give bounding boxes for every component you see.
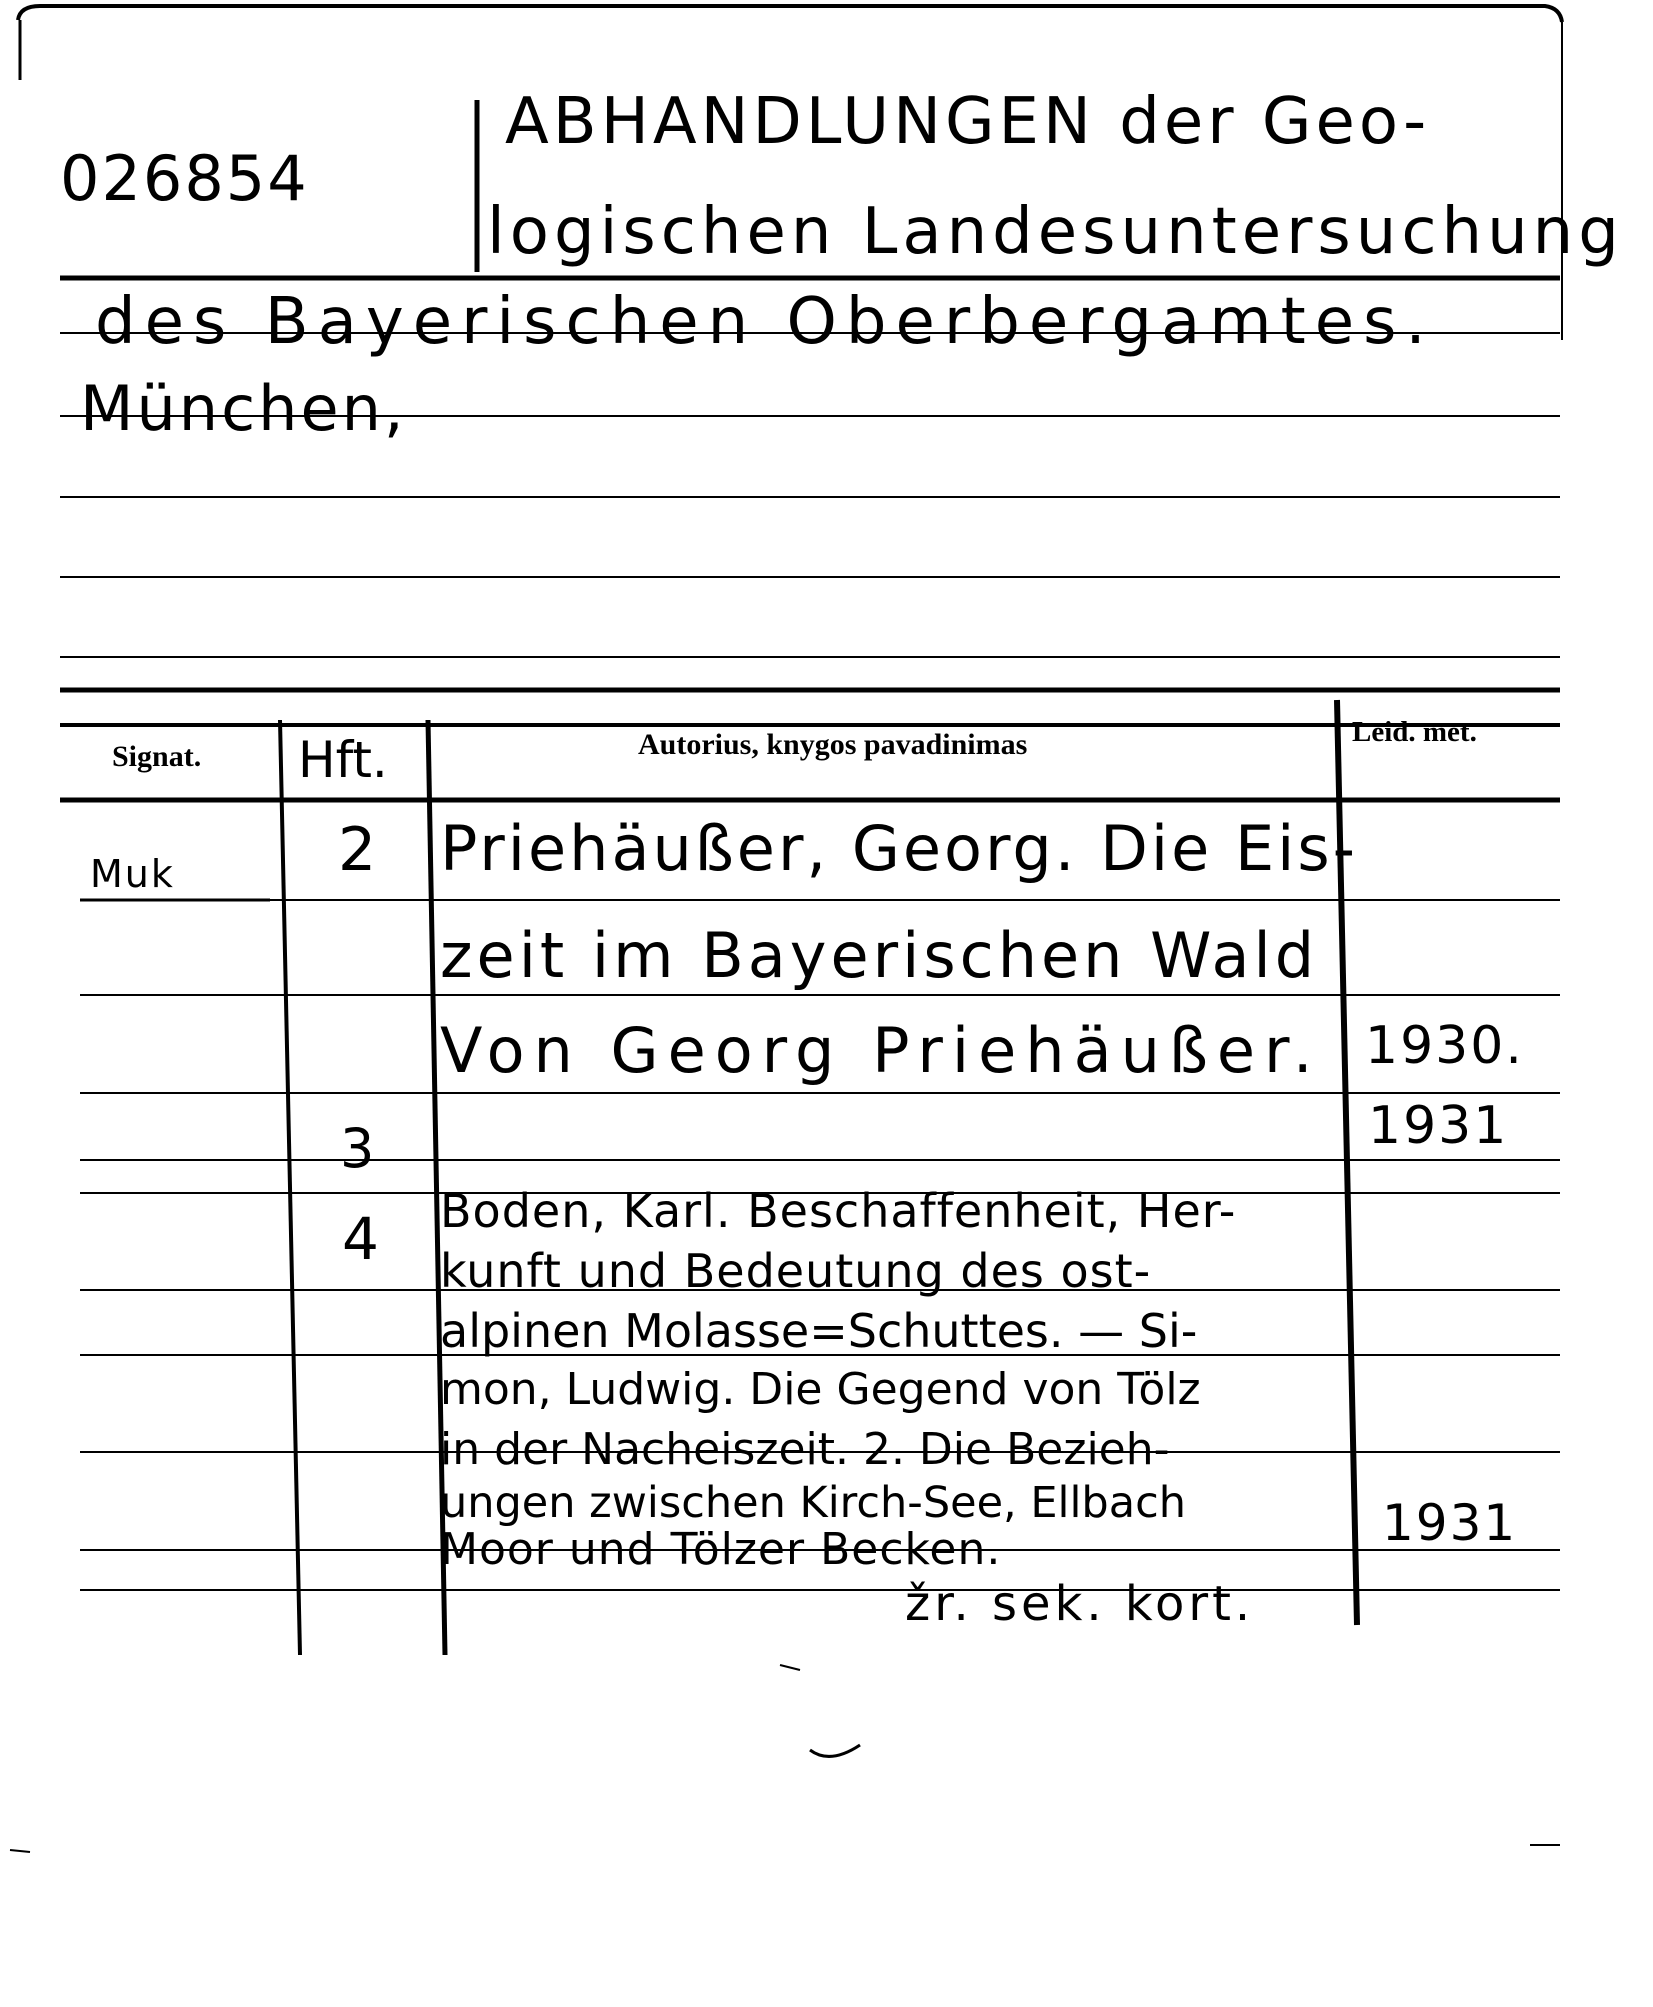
row-text: Von Georg Priehäußer. xyxy=(440,1014,1322,1087)
stray-mark xyxy=(810,1745,860,1756)
row-heft: 4 xyxy=(342,1205,381,1273)
row-text: Priehäußer, Georg. Die Eis- xyxy=(440,812,1359,885)
row-heft: 3 xyxy=(340,1117,377,1180)
row-year: 1931 xyxy=(1382,1494,1518,1552)
title-line-3: des Bayerischen Oberbergamtes. xyxy=(95,285,1435,359)
col-divider-signat xyxy=(280,720,300,1655)
row-text: in der Nacheiszeit. 2. Die Bezieh- xyxy=(440,1424,1170,1475)
row-signat: Muk xyxy=(90,852,175,896)
row-year: 1930. xyxy=(1365,1016,1524,1076)
header-heft: Hft. xyxy=(298,731,388,789)
row-text: Moor und Tölzer Becken. xyxy=(440,1524,1002,1575)
stray-mark xyxy=(780,1665,800,1670)
header-year: Leid. met. xyxy=(1352,716,1477,748)
see-next-card-note: žr. sek. kort. xyxy=(905,1576,1255,1632)
row-year: 1931 xyxy=(1368,1096,1509,1156)
row-text: kunft und Bedeutung des ost- xyxy=(440,1244,1152,1298)
row-heft: 2 xyxy=(338,815,379,885)
header-signat: Signat. xyxy=(112,740,202,773)
stray-mark xyxy=(10,1850,30,1852)
card-top-edge xyxy=(18,6,1562,22)
row-text: zeit im Bayerischen Wald xyxy=(440,919,1319,992)
title-line-1: ABHANDLUNGEN der Geo- xyxy=(505,85,1431,159)
header-author-title: Autorius, knygos pavadinimas xyxy=(638,728,1028,761)
row-text: Boden, Karl. Beschaffenheit, Her- xyxy=(440,1184,1237,1238)
row-text: alpinen Molasse=Schuttes. — Si- xyxy=(440,1304,1198,1358)
title-line-4: München, xyxy=(80,372,407,445)
row-text: ungen zwischen Kirch-See, Ellbach xyxy=(440,1478,1186,1528)
title-line-2: logischen Landesuntersuchung xyxy=(487,195,1624,269)
row-text: mon, Ludwig. Die Gegend von Tölz xyxy=(440,1364,1201,1415)
card-number: 026854 xyxy=(60,142,309,215)
